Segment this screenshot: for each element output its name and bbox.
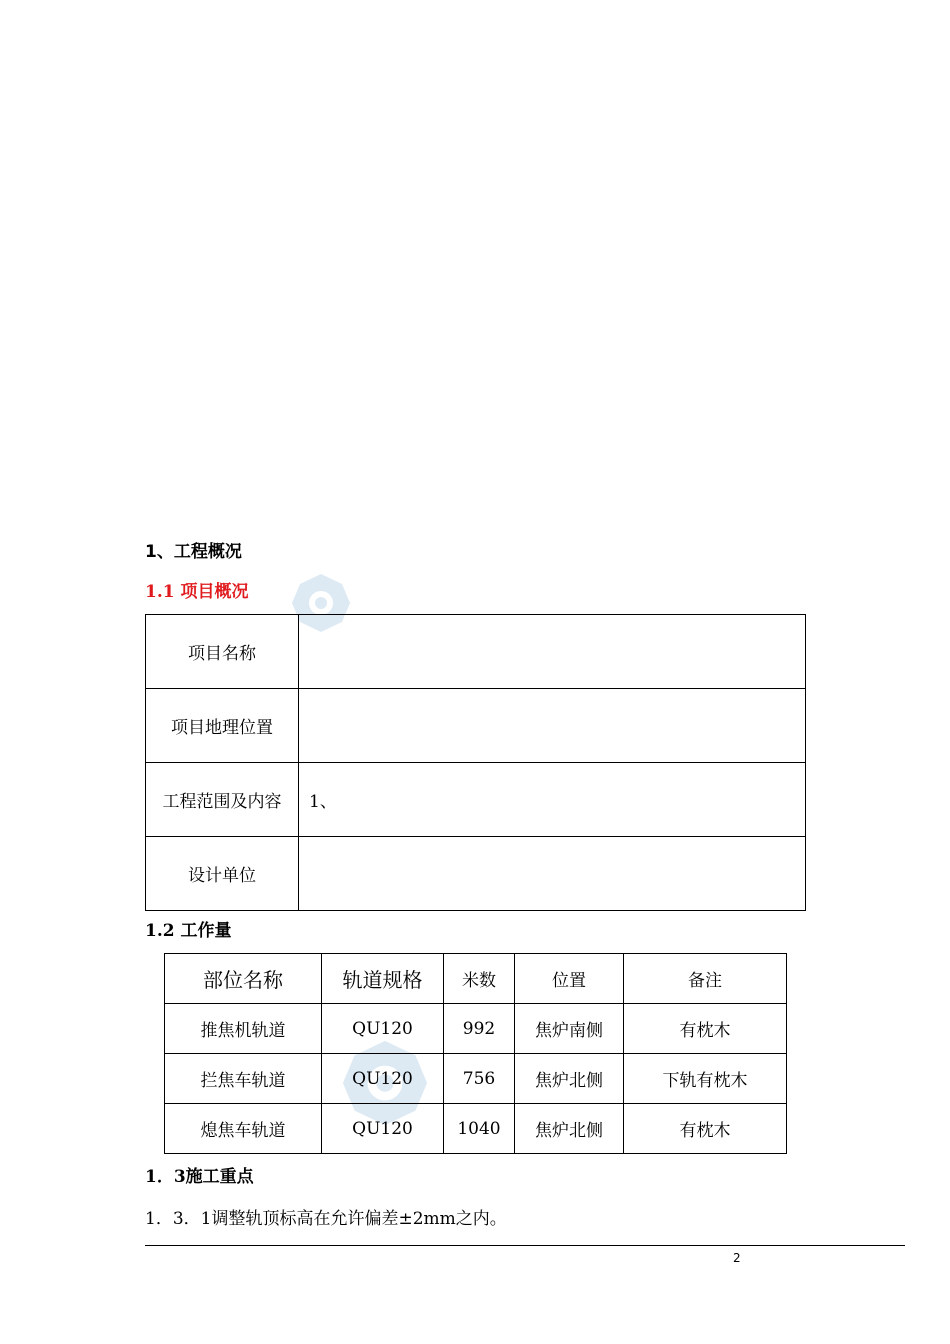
table-header-cell: 部位名称 [165, 954, 322, 1004]
table-cell: 项目地理位置 [146, 689, 299, 763]
section-1-2-heading: 1.2 工作量 [145, 921, 232, 941]
table-cell: 1040 [444, 1104, 515, 1154]
table-cell: 1、 [299, 763, 806, 837]
table-header-cell: 米数 [444, 954, 515, 1004]
table-row [146, 615, 806, 689]
section-1-3-1-text: 1．3．1调整轨顶标高在允许偏差±2mm之内。 [145, 1209, 507, 1229]
page-number: 2 [733, 1251, 741, 1265]
footer-divider [145, 1245, 905, 1246]
table-row [165, 1104, 787, 1154]
table-header-cell: 备注 [624, 954, 787, 1004]
table-row [146, 689, 806, 763]
table-header-cell: 轨道规格 [322, 954, 444, 1004]
table-cell: 焦炉北侧 [515, 1054, 624, 1104]
section-1-3-heading: 1．3施工重点 [145, 1167, 254, 1187]
table-cell: 拦焦车轨道 [165, 1054, 322, 1104]
table-cell: QU120 [322, 1104, 444, 1154]
table-row [165, 1004, 787, 1054]
table-cell [299, 689, 806, 763]
section-1-heading: 1、工程概况 [145, 542, 242, 562]
table-cell: 设计单位 [146, 837, 299, 911]
table-cell: 焦炉北侧 [515, 1104, 624, 1154]
table-cell: 熄焦车轨道 [165, 1104, 322, 1154]
table-cell: 992 [444, 1004, 515, 1054]
table-cell: 项目名称 [146, 615, 299, 689]
table-row [146, 763, 806, 837]
table-cell: 下轨有枕木 [624, 1054, 787, 1104]
workload-table [164, 953, 787, 1154]
table-cell: QU120 [322, 1004, 444, 1054]
table-cell: 推焦机轨道 [165, 1004, 322, 1054]
table-header-cell: 位置 [515, 954, 624, 1004]
table-header-row [165, 954, 787, 1004]
table-cell: 有枕木 [624, 1104, 787, 1154]
table-row [146, 837, 806, 911]
table-cell: 756 [444, 1054, 515, 1104]
table-cell: QU120 [322, 1054, 444, 1104]
table-cell [299, 837, 806, 911]
table-cell: 有枕木 [624, 1004, 787, 1054]
table-cell: 工程范围及内容 [146, 763, 299, 837]
section-1-1-heading: 1.1 项目概况 [145, 582, 249, 602]
table-cell: 焦炉南侧 [515, 1004, 624, 1054]
table-row [165, 1054, 787, 1104]
project-overview-table [145, 614, 806, 911]
table-cell [299, 615, 806, 689]
